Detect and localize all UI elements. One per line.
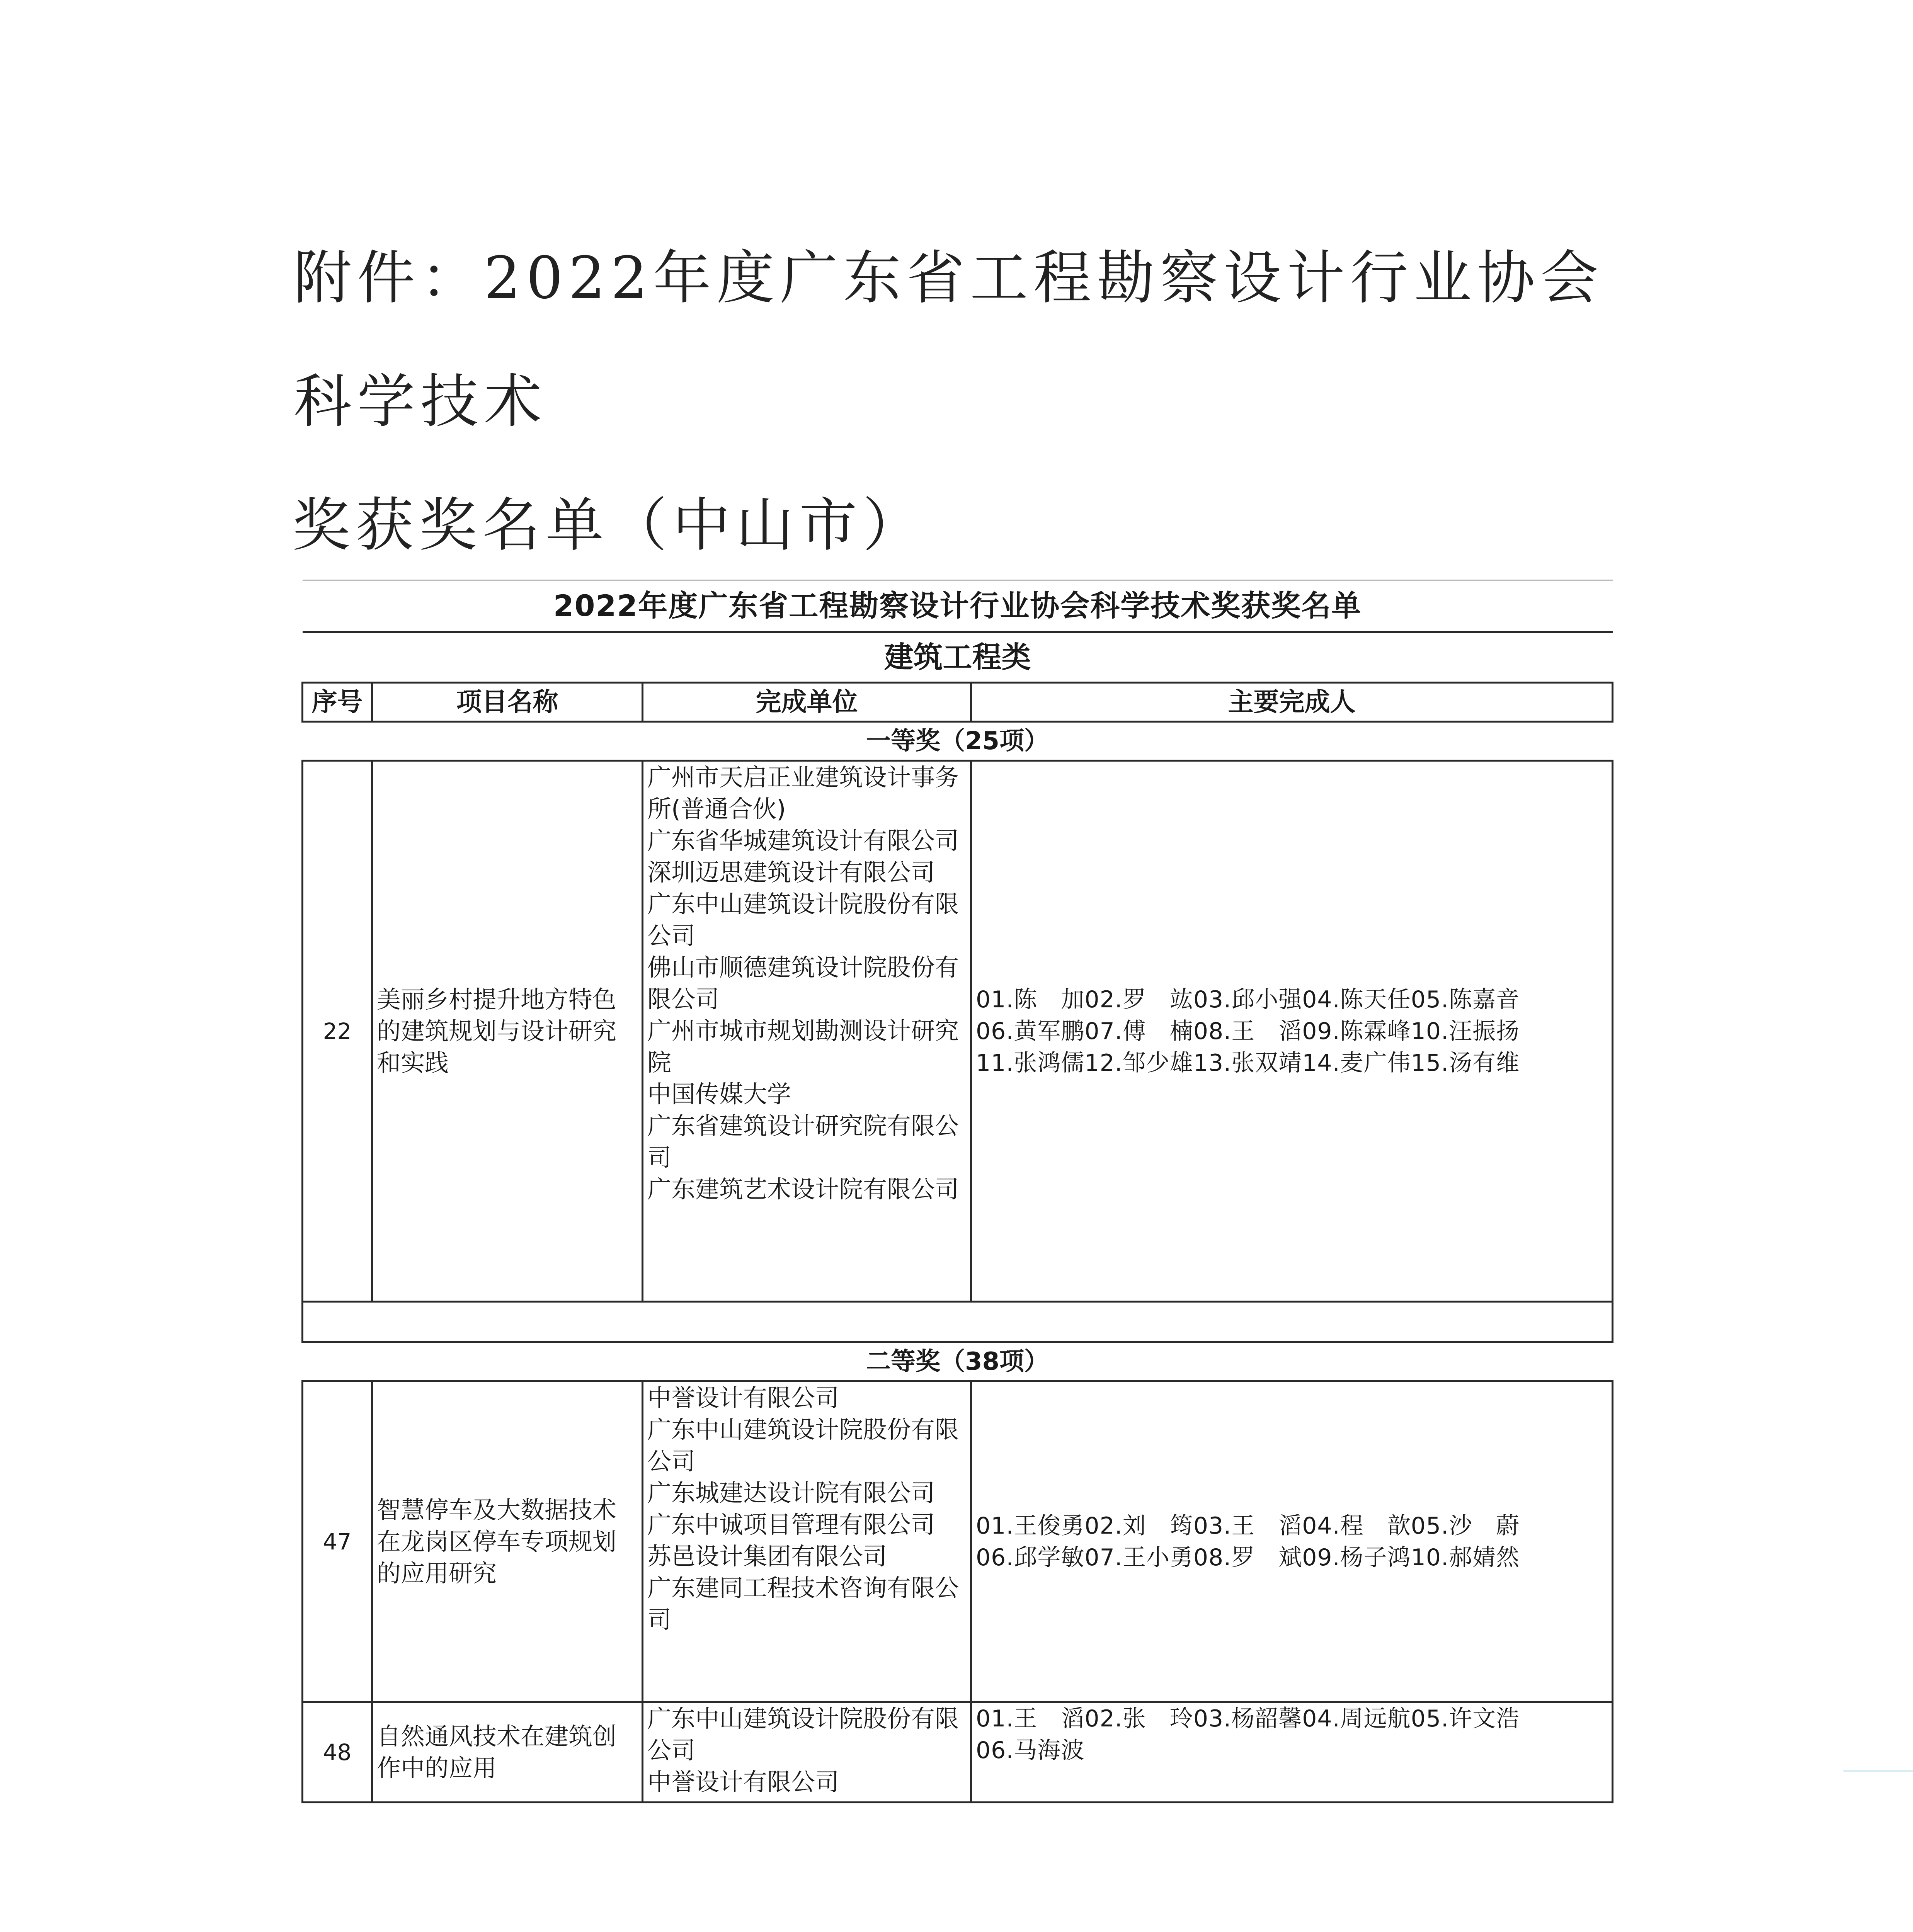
entry-no: 22 bbox=[303, 761, 372, 1302]
unit-item: 广东中山建筑设计院股份有限公司 bbox=[647, 890, 959, 950]
category-row bbox=[303, 632, 1613, 683]
heading-line-2: 奖获奖名单（中山市） bbox=[292, 492, 926, 559]
entry-units bbox=[643, 1702, 971, 1803]
person-line: 01.王 滔02.张 玲03.杨韶馨04.周远航05.许文浩 bbox=[976, 1705, 1520, 1732]
table-row bbox=[303, 1702, 1613, 1803]
entry-persons bbox=[971, 1381, 1613, 1702]
entry-no: 48 bbox=[303, 1702, 372, 1803]
category-label: 建筑工程类 bbox=[303, 632, 1613, 683]
person-line: 06.马海波 bbox=[976, 1737, 1085, 1764]
unit-item: 中国传媒大学 bbox=[647, 1080, 791, 1108]
spacer-row bbox=[303, 1302, 1613, 1342]
award-level-first: 一等奖（25项） bbox=[303, 722, 1613, 761]
header-project: 项目名称 bbox=[372, 683, 643, 722]
entry-project: 智慧停车及大数据技术在龙岗区停车专项规划的应用研究 bbox=[372, 1381, 643, 1702]
unit-item: 广东中山建筑设计院股份有限公司 bbox=[647, 1704, 959, 1764]
person-line: 06.邱学敏07.王小勇08.罗 斌09.杨子鸿10.郝婧然 bbox=[976, 1544, 1520, 1571]
unit-item: 广东城建达设计院有限公司 bbox=[647, 1479, 935, 1507]
scan-artifact-line bbox=[1843, 1770, 1913, 1772]
unit-item: 广东省建筑设计研究院有限公司 bbox=[647, 1112, 959, 1172]
table-row bbox=[303, 761, 1613, 1302]
unit-item: 中誉设计有限公司 bbox=[647, 1768, 839, 1796]
unit-item: 苏邑设计集团有限公司 bbox=[647, 1542, 887, 1570]
entry-persons bbox=[971, 1702, 1613, 1803]
unit-item: 广东建同工程技术咨询有限公司 bbox=[647, 1574, 959, 1634]
award-level-row bbox=[303, 1342, 1613, 1381]
unit-item: 广东中山建筑设计院股份有限公司 bbox=[647, 1415, 959, 1475]
person-line: 01.王俊勇02.刘 筠03.王 滔04.程 歆05.沙 蔚 bbox=[976, 1512, 1520, 1539]
person-line: 11.张鸿儒12.邹少雄13.张双靖14.麦广伟15.汤有维 bbox=[976, 1049, 1520, 1077]
header-units: 完成单位 bbox=[643, 683, 971, 722]
page-heading bbox=[294, 216, 1646, 587]
heading-line-1: 附件：2022年度广东省工程勘察设计行业协会科学技术 bbox=[294, 245, 1604, 435]
person-line: 06.黄军鹏07.傅 楠08.王 滔09.陈霖峰10.汪振扬 bbox=[976, 1017, 1520, 1045]
unit-item: 中誉设计有限公司 bbox=[647, 1384, 839, 1412]
award-table bbox=[301, 580, 1613, 1803]
award-level-second: 二等奖（38项） bbox=[303, 1342, 1613, 1381]
header-persons: 主要完成人 bbox=[971, 683, 1613, 722]
unit-item: 广东建筑艺术设计院有限公司 bbox=[647, 1175, 959, 1203]
table-title-row bbox=[303, 580, 1613, 632]
unit-item: 深圳迈思建筑设计有限公司 bbox=[647, 858, 935, 886]
entry-persons bbox=[971, 761, 1613, 1302]
unit-item: 广州市天启正业建筑设计事务所(普通合伙) bbox=[647, 763, 959, 823]
table-row bbox=[303, 1381, 1613, 1702]
unit-item: 广州市城市规划勘测设计研究院 bbox=[647, 1017, 959, 1077]
entry-project: 自然通风技术在建筑创作中的应用 bbox=[372, 1702, 643, 1803]
unit-item: 广东中诚项目管理有限公司 bbox=[647, 1510, 935, 1539]
person-line: 01.陈 加02.罗 竑03.邱小强04.陈天任05.陈嘉音 bbox=[976, 986, 1520, 1013]
entry-project: 美丽乡村提升地方特色的建筑规划与设计研究和实践 bbox=[372, 761, 643, 1302]
award-level-row bbox=[303, 722, 1613, 761]
column-header-row bbox=[303, 683, 1613, 722]
entry-units bbox=[643, 761, 971, 1302]
table-title: 2022年度广东省工程勘察设计行业协会科学技术奖获奖名单 bbox=[303, 580, 1613, 632]
entry-units bbox=[643, 1381, 971, 1702]
unit-item: 佛山市顺德建筑设计院股份有限公司 bbox=[647, 953, 959, 1013]
unit-item: 广东省华城建筑设计有限公司 bbox=[647, 827, 959, 855]
entry-no: 47 bbox=[303, 1381, 372, 1702]
spacer-cell bbox=[303, 1302, 1613, 1342]
header-no: 序号 bbox=[303, 683, 372, 722]
